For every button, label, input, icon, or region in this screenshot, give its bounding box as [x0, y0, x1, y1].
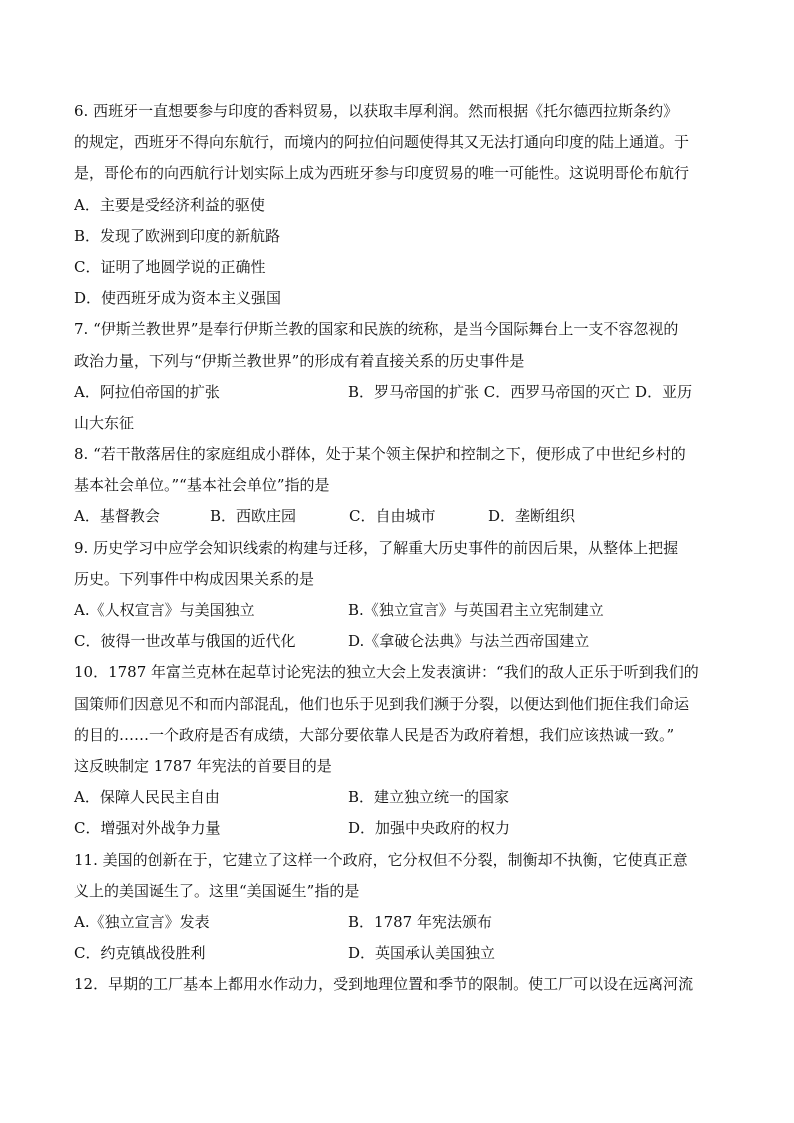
question-10	[74, 657, 722, 844]
question-10-option-a: A．保障人民民主自由	[74, 788, 220, 807]
question-7-options-continued: 山大东征	[74, 413, 135, 432]
question-7	[74, 314, 722, 439]
question-11-stem-line-2: 义上的美国诞生了。这里“美国诞生”指的是	[74, 881, 360, 900]
question-8-options-row	[74, 501, 722, 532]
question-9-options-row-2	[74, 626, 722, 657]
question-6-stem-line-2: 的规定，西班牙不得向东航行，而境内的阿拉伯问题使得其又无法打通向印度的陆上通道。于	[74, 133, 690, 152]
question-8-option-b: B．西欧庄园	[210, 507, 297, 526]
question-11	[74, 845, 722, 970]
question-6	[74, 96, 722, 314]
question-9-option-a: A.《人权宣言》与美国独立	[74, 601, 255, 619]
question-8-option-a: A．基督教会	[74, 507, 160, 526]
question-6-option-c: C．证明了地圆学说的正确性	[74, 257, 266, 276]
question-7-options-row	[74, 377, 722, 408]
question-11-options-row-1	[74, 907, 722, 938]
question-9-stem-line-1: 9. 历史学习中应学会知识线索的构建与迁移，了解重大历史事件的前因后果，从整体上把握	[74, 538, 679, 557]
question-6-stem-line-3: 是，哥伦布的向西航行计划实际上成为西班牙参与印度贸易的唯一可能性。这说明哥伦布航行	[74, 164, 690, 183]
question-11-options-row-2	[74, 938, 722, 969]
question-12	[74, 969, 722, 1000]
question-8-option-d: D．垄断组织	[488, 507, 576, 526]
question-9-option-d: D.《拿破仑法典》与法兰西帝国建立	[348, 632, 590, 651]
question-7-option-a: A．阿拉伯帝国的扩张	[74, 382, 220, 401]
question-7-option-bcd: B．罗马帝国的扩张 C．西罗马帝国的灭亡 D．亚历	[348, 382, 693, 401]
question-8-stem-line-2: 基本社会单位。”“基本社会单位”指的是	[74, 476, 330, 495]
question-11-option-c: C．约克镇战役胜利	[74, 944, 206, 963]
question-7-stem-line-2: 政治力量，下列与“伊斯兰教世界”的形成有着直接关系的历史事件是	[74, 351, 525, 370]
question-10-stem-line-2: 国策师们因意见不和而内部混乱，他们也乐于见到我们濒于分裂，以便达到他们扼住我们命运	[74, 694, 690, 713]
question-7-stem-line-1: 7. “伊斯兰教世界”是奉行伊斯兰教的国家和民族的统称，是当今国际舞台上一支不容忽视的	[74, 320, 679, 339]
question-8-option-c: C．自由城市	[349, 507, 436, 526]
question-10-option-b: B．建立独立统一的国家	[348, 788, 510, 807]
question-11-stem-line-1: 11. 美国的创新在于，它建立了这样一个政府，它分权但不分裂，制衡却不执衡，它使真正意	[74, 850, 688, 869]
question-9	[74, 533, 722, 658]
question-10-stem-line-1: 10．1787 年富兰克林在起草讨论宪法的独立大会上发表演讲：“我们的敌人正乐于听到我们的	[74, 663, 699, 682]
question-10-options-row-2	[74, 813, 722, 844]
question-11-option-b: B．1787 年宪法颁布	[348, 912, 492, 931]
question-10-stem-line-3: 的目的……一个政府是否有成绩，大部分要依靠人民是否为政府着想，我们应该热诚一致。”	[74, 725, 675, 744]
question-9-option-c: C．彼得一世改革与俄国的近代化	[74, 632, 296, 651]
question-12-stem-line-1: 12．早期的工厂基本上都用水作动力，受到地理位置和季节的限制。使工厂可以设在远离河流	[74, 975, 694, 994]
question-6-option-a: A．主要是受经济利益的驱使	[74, 195, 265, 214]
question-10-options-row-1	[74, 782, 722, 813]
question-9-options-row-1	[74, 595, 722, 626]
question-9-option-b: B.《独立宣言》与英国君主立宪制建立	[348, 601, 604, 619]
question-6-option-d: D．使西班牙成为资本主义强国	[74, 289, 282, 308]
question-10-option-c: C．增强对外战争力量	[74, 819, 221, 838]
question-11-option-a: A.《独立宣言》发表	[74, 912, 210, 931]
question-6-stem-line-1: 6. 西班牙一直想要参与印度的香料贸易，以获取丰厚利润。然而根据《托尔德西拉斯条约》	[74, 102, 679, 120]
question-11-option-d: D．英国承认美国独立	[348, 944, 496, 963]
question-10-stem-line-4: 这反映制定 1787 年宪法的首要目的是	[74, 756, 332, 775]
question-6-option-b: B．发现了欧洲到印度的新航路	[74, 226, 281, 245]
question-8-stem-line-1: 8. “若干散落居住的家庭组成小群体，处于某个领主保护和控制之下，便形成了中世纪乡村的	[74, 445, 686, 464]
question-10-option-d: D．加强中央政府的权力	[348, 819, 511, 838]
question-9-stem-line-2: 历史。下列事件中构成因果关系的是	[74, 569, 315, 588]
exam-page	[74, 96, 722, 1000]
question-8	[74, 439, 722, 533]
